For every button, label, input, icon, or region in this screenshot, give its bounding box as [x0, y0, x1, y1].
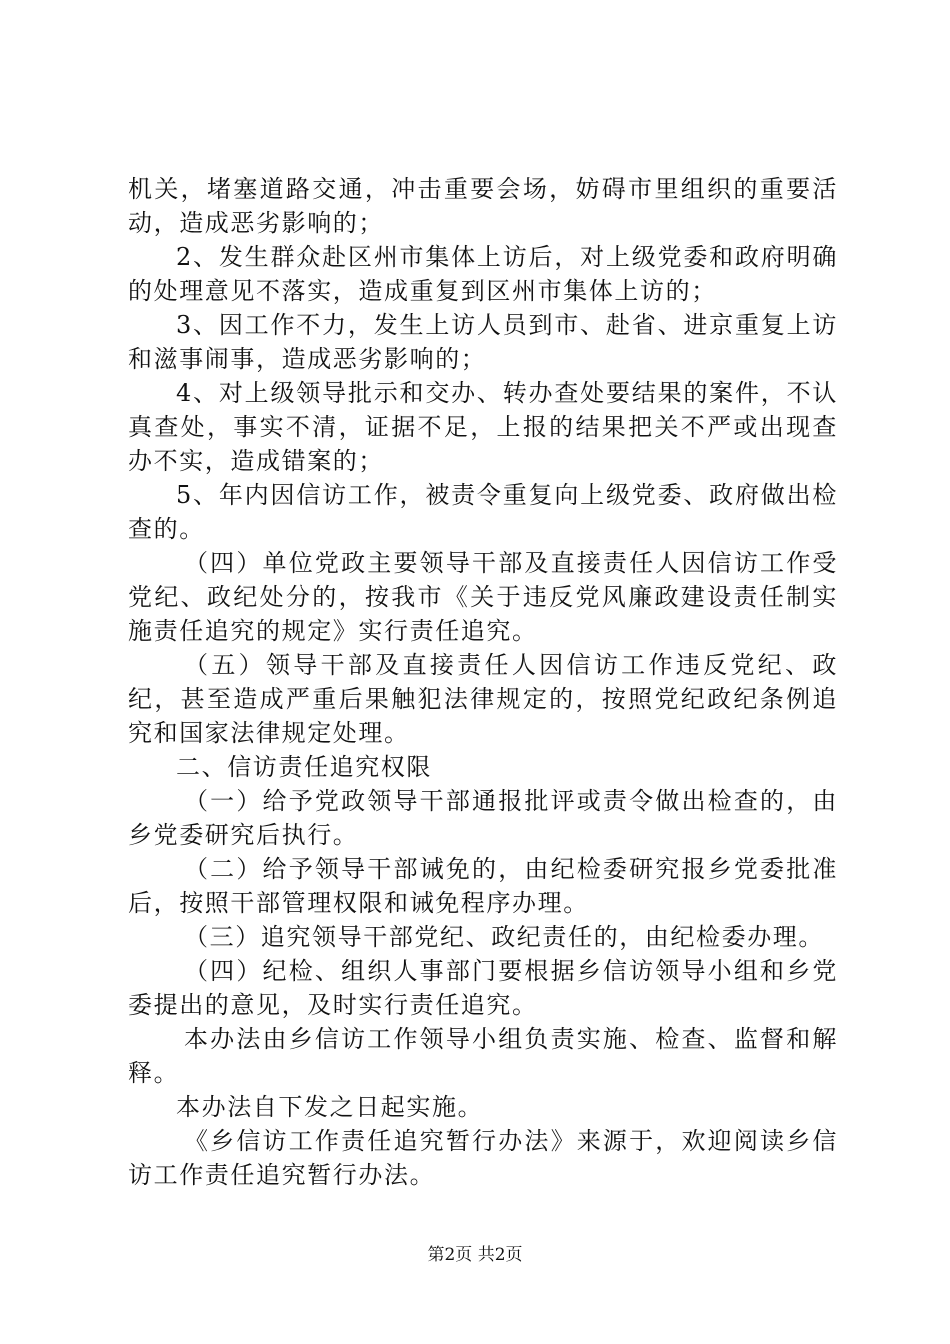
- paragraph-item-4: 4、对上级领导批示和交办、转办查处要结果的案件，不认真查处，事实不清，证据不足，上报的结果把关不严或出现查办不实，造成错案的；: [128, 379, 838, 475]
- document-body: [128, 172, 838, 1192]
- paragraph-item-2: 2、发生群众赴区州市集体上访后，对上级党委和政府明确的处理意见不落实，造成重复到区州市集体上访的；: [128, 243, 838, 305]
- paragraph-section-5: （五）领导干部及直接责任人因信访工作违反党纪、政纪，甚至造成严重后果触犯法律规定的，按照党纪政纪条例追究和国家法律规定处理。: [128, 651, 838, 747]
- paragraph-authority-3: （三）追究领导干部党纪、政纪责任的，由纪检委办理。: [184, 923, 824, 951]
- paragraph-source-note: 《乡信访工作责任追究暂行办法》来源于，欢迎阅读乡信访工作责任追究暂行办法。: [128, 1127, 838, 1189]
- paragraph-authority-2: （二）给予领导干部诫免的，由纪检委研究报乡党委批准后，按照干部管理权限和诫免程序办理。: [128, 855, 838, 917]
- paragraph-effective-date: 本办法自下发之日起实施。: [176, 1093, 484, 1121]
- paragraph-continuation: 机关，堵塞道路交通，冲击重要会场，妨碍市里组织的重要活动，造成恶劣影响的；: [128, 175, 838, 237]
- section-heading: 二、信访责任追究权限: [176, 753, 432, 781]
- paragraph-item-3: 3、因工作不力，发生上访人员到市、赴省、进京重复上访和滋事闹事，造成恶劣影响的；: [128, 311, 838, 373]
- paragraph-interpretation: 本办法由乡信访工作领导小组负责实施、检查、监督和解释。: [128, 1025, 838, 1087]
- page-number-footer: 第2页 共2页: [427, 1245, 523, 1265]
- paragraph-section-4: （四）单位党政主要领导干部及直接责任人因信访工作受党纪、政纪处分的，按我市《关于违反党风廉政建设责任制实施责任追究的规定》实行责任追究。: [128, 549, 838, 645]
- paragraph-item-5: 5、年内因信访工作，被责令重复向上级党委、政府做出检查的。: [128, 481, 838, 543]
- paragraph-authority-4: （四）纪检、组织人事部门要根据乡信访领导小组和乡党委提出的意见，及时实行责任追究。: [128, 957, 838, 1019]
- paragraph-authority-1: （一）给予党政领导干部通报批评或责令做出检查的，由乡党委研究后执行。: [128, 787, 838, 849]
